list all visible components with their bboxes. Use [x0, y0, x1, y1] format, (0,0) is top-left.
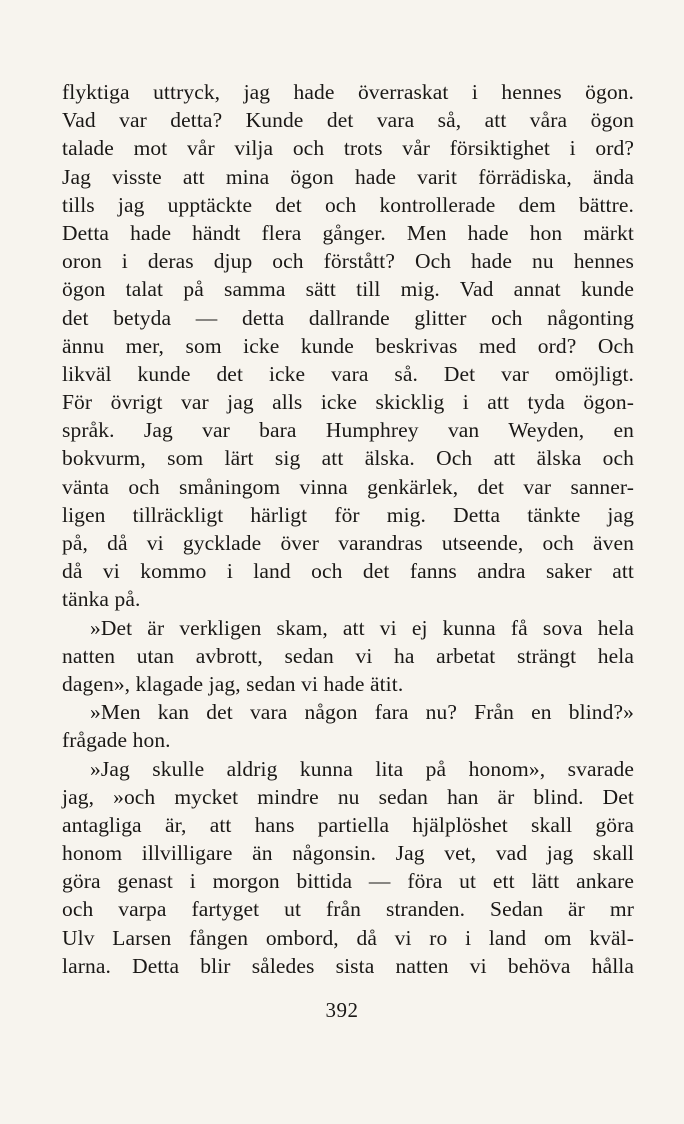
- text-line: ögon talat på samma sätt till mig. Vad annat kunde: [62, 277, 634, 302]
- text-line: språk. Jag var bara Humphrey van Weyden, en: [62, 418, 634, 443]
- text-line: oron i deras djup och förstått? Och hade nu hennes: [62, 249, 634, 274]
- text-line: göra genast i morgon bittida — föra ut ett lätt ankare: [62, 869, 634, 894]
- text-line: dagen», klagade jag, sedan vi hade ätit.: [62, 671, 404, 696]
- text-line: Jag visste att mina ögon hade varit förrädiska, ända: [62, 164, 634, 189]
- text-line: »Det är verkligen skam, att vi ej kunna få sova hela: [90, 615, 634, 640]
- text-line: honom illvilligare än någonsin. Jag vet, vad jag skall: [62, 841, 634, 866]
- text-line: larna. Detta blir således sista natten vi behöva hålla: [62, 953, 634, 978]
- text-line: natten utan avbrott, sedan vi ha arbetat strängt hela: [62, 643, 634, 668]
- text-line: och varpa fartyget ut från stranden. Sedan är mr: [62, 897, 634, 922]
- text-line: tänka på.: [62, 587, 141, 612]
- text-line: på, då vi gycklade över varandras utseende, och även: [62, 531, 634, 555]
- text-line: Vad var detta? Kunde det vara så, att våra ögon: [62, 108, 634, 133]
- text-line: jag, »och mycket mindre nu sedan han är blind. Det: [62, 784, 634, 809]
- page-number: 392: [325, 998, 359, 1022]
- text-line: ännu mer, som icke kunde beskrivas med ord? Och: [62, 333, 634, 358]
- text-line: talade mot vår vilja och trots vår försiktighet i ord?: [62, 136, 634, 161]
- text-line: ligen tillräckligt härligt för mig. Detta tänkte jag: [62, 502, 634, 527]
- text-line: flyktiga uttryck, jag hade överraskat i hennes ögon.: [62, 80, 634, 104]
- text-line: »Men kan det vara någon fara nu? Från en blind?»: [90, 700, 634, 725]
- text-line: antagliga är, att hans partiella hjälplöshet skall göra: [62, 812, 634, 837]
- text-line: vänta och småningom vinna genkärlek, det var sanner-: [62, 474, 634, 499]
- text-line: Ulv Larsen fången ombord, då vi ro i land om kväl-: [62, 925, 634, 950]
- text-line: Detta hade händt flera gånger. Men hade hon märkt: [62, 220, 634, 245]
- text-line: För övrigt var jag alls icke skicklig i att tyda ögon-: [62, 390, 634, 415]
- text-line: likväl kunde det icke vara så. Det var omöjligt.: [62, 361, 634, 386]
- body-text: [62, 78, 634, 980]
- text-line: »Jag skulle aldrig kunna lita på honom», svarade: [90, 756, 634, 781]
- text-line: det betyda — detta dallrande glitter och någonting: [62, 305, 634, 330]
- text-line: bokvurm, som lärt sig att älska. Och att älska och: [62, 446, 634, 471]
- text-line: då vi kommo i land och det fanns andra saker att: [62, 559, 634, 584]
- text-line: tills jag upptäckte det och kontrollerade dem bättre.: [62, 192, 634, 217]
- text-line: frågade hon.: [62, 728, 171, 753]
